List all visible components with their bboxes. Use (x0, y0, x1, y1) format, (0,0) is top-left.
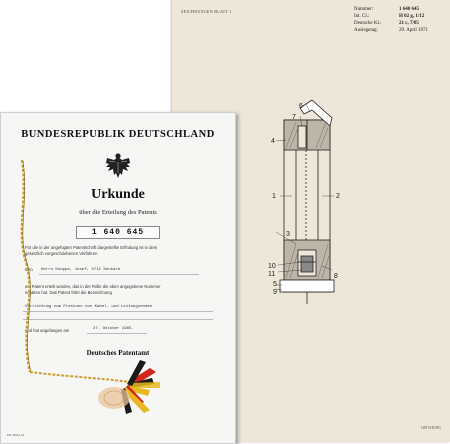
grant-text: ein Patent erteilt worden, das in der Rolle die oben angegebene Nummer (25, 284, 161, 289)
seal-wax-icon (98, 387, 130, 409)
patent-designation: Vorrichtung zum Prestoen von Kabel- und Leitungsenden (25, 305, 153, 309)
certificate-subtitle: über die Erteilung des Patents (79, 209, 157, 216)
patent-holder: Herrn Knoppe, Josef, 4711 Senkarb (41, 268, 121, 272)
meta-label: Auslegetag: (354, 28, 378, 33)
grant-text: erhalten hat. Das Patent führt die Bezeichnung (25, 290, 112, 295)
ref-numeral: 2 (336, 193, 340, 200)
ref-numeral: 10 (268, 263, 276, 270)
meta-value: H 02 g, 1/12 (399, 14, 425, 19)
start-date: 27. Oktober 1965. (93, 327, 134, 331)
form-code: Pat. Bsfst 14 (7, 433, 25, 437)
seal-ribbons (121, 360, 160, 414)
ref-numeral: 9 (273, 289, 277, 296)
ref-numeral: 8 (334, 273, 338, 280)
patent-office: Deutsches Patentamt (86, 349, 150, 357)
ref-numeral: 11 (268, 271, 276, 278)
country-heading: BUNDESREPUBLIK DEUTSCHLAND (21, 129, 215, 140)
intro-text: Für die in der angefügten Patentschrift dargestellte Erfindung ist in dem (25, 245, 158, 250)
meta-value: 1 640 645 (399, 7, 419, 12)
holder-prefix: Den (25, 267, 33, 272)
meta-value: 29. April 1971 (399, 28, 429, 33)
intro-text: gesetzlich vorgeschriebenen Verfahren (25, 251, 98, 256)
sheet-header: ZEICHNUNGEN BLATT 1 (181, 9, 232, 14)
ref-numeral: 5 (273, 281, 277, 288)
patent-number-box: 1 640 645 (76, 226, 160, 239)
ref-numeral: 6 (299, 103, 303, 110)
meta-label: Int. Cl.: (354, 14, 370, 19)
ref-numeral: 4 (271, 138, 275, 145)
gold-cord (22, 160, 30, 372)
ref-numeral: 1 (272, 193, 276, 200)
certificate-title: Urkunde (91, 187, 145, 202)
footer-code: 109 518/391 (420, 425, 441, 430)
meta-label: Nummer: (354, 7, 374, 12)
meta-label: Deutsche Kl.: (354, 21, 382, 26)
ref-numeral: 3 (286, 231, 290, 238)
ref-numeral: 7 (292, 114, 296, 121)
date-prefix: und hat angefangen am (25, 328, 70, 333)
meta-value: 21 c, 7/05 (399, 21, 419, 26)
